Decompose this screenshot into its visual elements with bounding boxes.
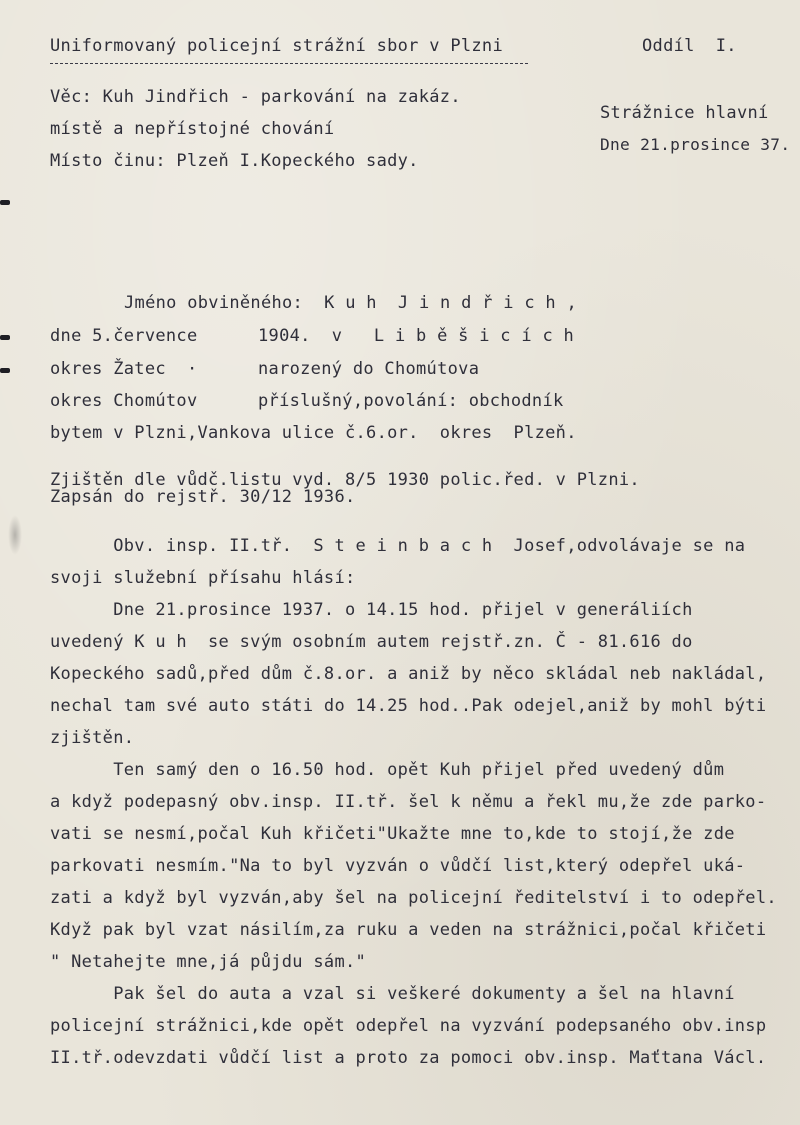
narrative-line: a když podepasný obv.insp. II.tř. šel k němu a řekl mu,že zde parko- bbox=[50, 792, 767, 812]
narrative-line: uvedený K u h se svým osobním autem rejstř.zn. Č - 81.616 do bbox=[50, 632, 693, 652]
paper-smudge bbox=[8, 515, 22, 555]
narrative-line: zati a když byl vyzván,aby šel na policejní ředitelství i to odepřel. bbox=[50, 888, 777, 908]
accused-name: Jméno obviněného: K u h J i n d ř i c h , bbox=[124, 293, 577, 313]
residence: bytem v Plzni,Vankova ulice č.6.or. okres Plzeň. bbox=[50, 423, 577, 443]
narrative-line: Ten samý den o 16.50 hod. opět Kuh přijel před uvedený dům bbox=[50, 760, 725, 780]
narrative-line: parkovati nesmím."Na to byl vyzván o vůdčí list,který odepřel uká- bbox=[50, 856, 746, 876]
subject-line-continued: místě a nepřístojné chování bbox=[50, 119, 335, 139]
narrative-line: Když pak byl vzat násilím,za ruku a veden na strážnici,počal křičeti bbox=[50, 920, 767, 940]
binding-hole-mark bbox=[0, 335, 10, 340]
narrative-line: Obv. insp. II.tř. S t e i n b a c h Josef,odvolávaje se na bbox=[50, 536, 746, 556]
narrative-line: Kopeckého sadů,před dům č.8.or. a aniž by něco skládal neb nakládal, bbox=[50, 664, 767, 684]
narrative-line: nechal tam své auto státi do 14.25 hod..Pak odejel,aniž by mohl býti bbox=[50, 696, 767, 716]
report-date: Dne 21.prosince 37. bbox=[600, 135, 791, 154]
header-underline bbox=[50, 63, 528, 64]
issuing-authority: Uniformovaný policejní strážní sbor v Plzni bbox=[50, 36, 503, 56]
narrative-line: Dne 21.prosince 1937. o 14.15 hod. přijel v generáliích bbox=[50, 600, 693, 620]
binding-hole-mark bbox=[0, 200, 10, 205]
narrative-line: zjištěn. bbox=[50, 728, 135, 748]
domicile-district: okres Chomútov bbox=[50, 391, 198, 411]
section-label: Oddíl I. bbox=[642, 36, 737, 56]
birth-date: dne 5.července bbox=[50, 326, 198, 346]
narrative-line: Pak šel do auta a vzal si veškeré dokumenty a šel na hlavní bbox=[50, 984, 735, 1004]
binding-hole-mark bbox=[0, 368, 10, 373]
narrative-line: II.tř.odevzdati vůdčí list a proto za pomoci obv.insp. Maťtana Václ. bbox=[50, 1048, 767, 1068]
narrative-line: policejní strážnici,kde opět odepřel na vyzvání podepsaného obv.insp bbox=[50, 1016, 767, 1036]
registry-entry: Zapsán do rejstř. 30/12 1936. bbox=[50, 487, 356, 507]
station-name: Strážnice hlavní bbox=[600, 103, 769, 123]
identification-source: Zjištěn dle vůdč.listu vyd. 8/5 1930 polic.řed. v Plzni. bbox=[50, 470, 640, 490]
subject-line: Věc: Kuh Jindřich - parkování na zakáz. bbox=[50, 87, 461, 107]
birth-year-place: 1904. v L i b ě š i c í c h bbox=[258, 326, 575, 346]
birth-district: okres Žatec · bbox=[50, 359, 198, 379]
domicile: narozený do Chomútova bbox=[258, 359, 480, 379]
narrative-line: svoji služební přísahu hlásí: bbox=[50, 568, 356, 588]
narrative-line: vati se nesmí,počal Kuh křičeti"Ukažte mne to,kde to stojí,že zde bbox=[50, 824, 735, 844]
narrative-line: " Netahejte mne,já půjdu sám." bbox=[50, 952, 367, 972]
incident-place: Místo činu: Plzeň I.Kopeckého sady. bbox=[50, 151, 419, 171]
occupation: příslušný,povolání: obchodník bbox=[258, 391, 564, 411]
